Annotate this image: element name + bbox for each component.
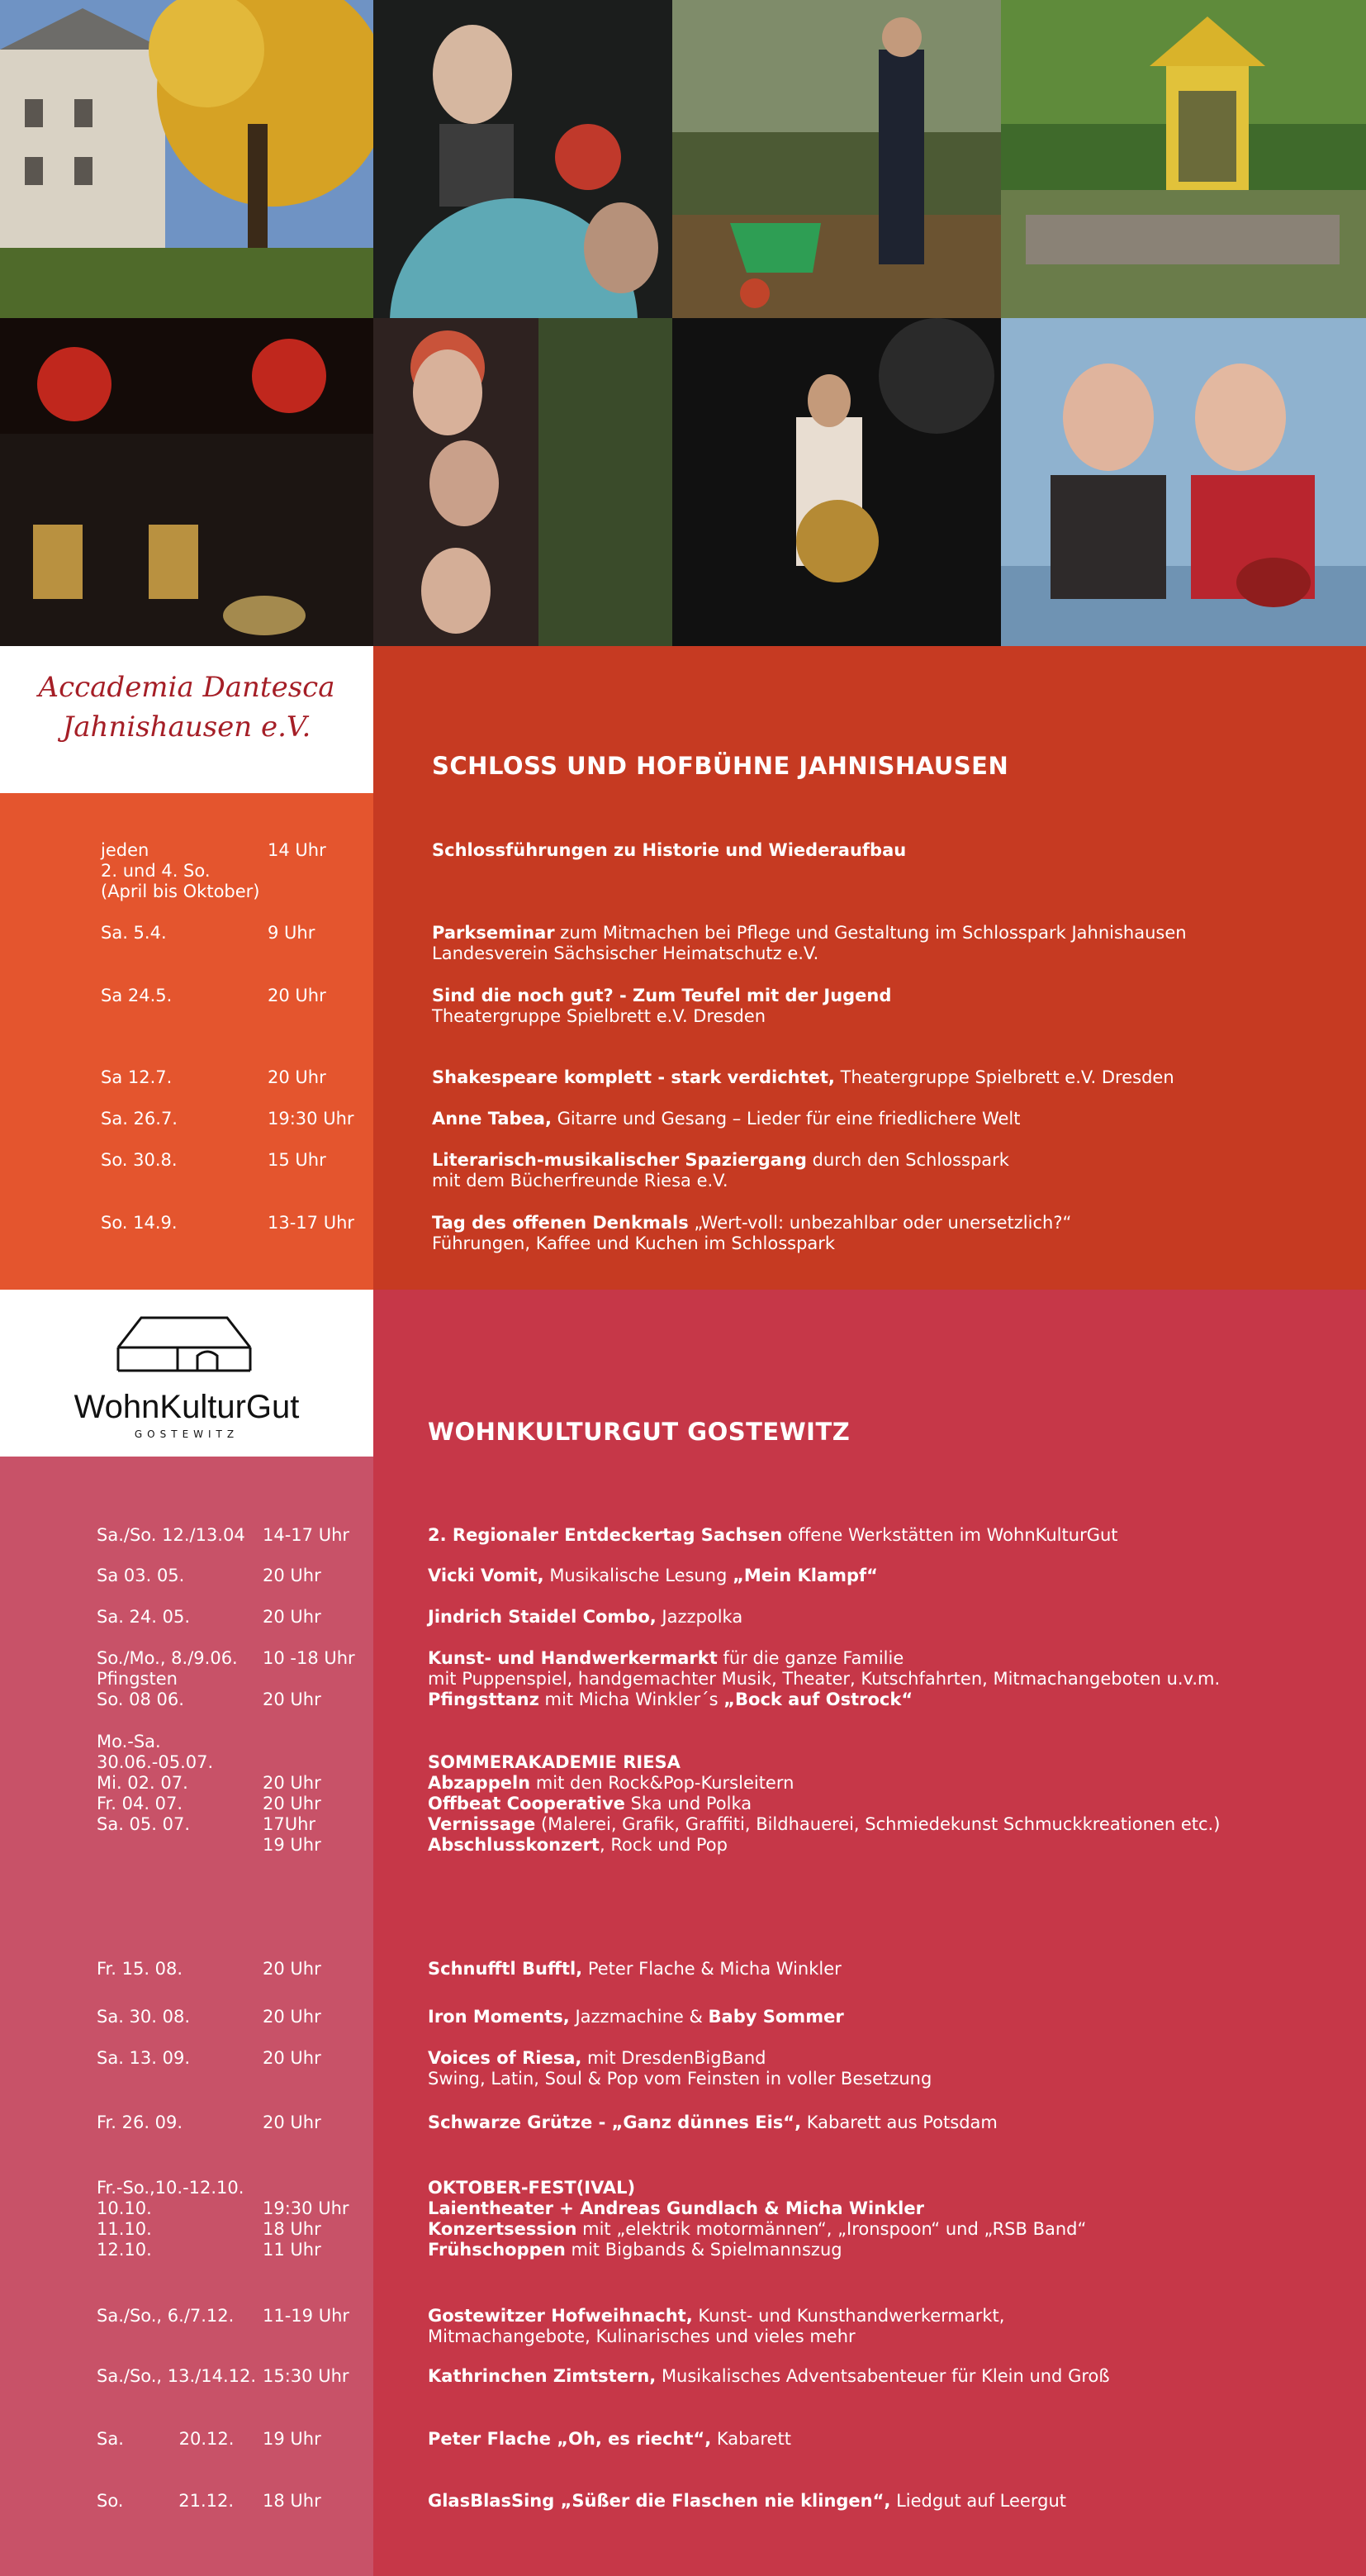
event-description: Kathrinchen Zimtstern, Musikalisches Adventsabenteuer für Klein und Groß [428,2366,1110,2386]
event-date: So. 30.8. [101,1150,178,1170]
event-time: 14 Uhr [268,840,326,860]
event-description: Literarisch-musikalischer Spaziergang durch den Schlosspark mit dem Bücherfreunde Riesa e.V. [432,1150,1009,1191]
logo1-line1: Accademia Dantesca [38,671,335,704]
photo-grid [0,0,1366,646]
event-date: Sa 12.7. [101,1067,173,1087]
event-time: 20 Uhr [263,2007,321,2027]
event-time: 19:30 Uhr [268,1109,354,1129]
event-description: Kunst- und Handwerkermarkt für die ganze Familie mit Puppenspiel, handgemachter Musik, Theater, Kutschfahrten, Mitmachangeboten u.v.m. Pfingsttanz mit Micha Winkler´s „Bock auf Ostrock“ [428,1648,1221,1709]
event-description: Peter Flache „Oh, es riecht“, Kabarett [428,2429,791,2449]
event-time: 20 Uhr [268,986,326,1005]
event-date: Sa. 26.7. [101,1109,178,1129]
event-date: Mo.-Sa. 30.06.-05.07. Mi. 02. 07. Fr. 04. 07. Sa. 05. 07. [97,1732,214,1834]
event-time: 13-17 Uhr [268,1213,355,1233]
gardener-wheelbarrow-photo [672,0,1001,318]
event-description: Sind die noch gut? - Zum Teufel mit der Jugend Theatergruppe Spielbrett e.V. Dresden [432,986,892,1026]
event-description: Voices of Riesa, mit DresdenBigBand Swing, Latin, Soul & Pop vom Feinsten in voller Besetzung [428,2048,932,2089]
event-date: Sa. 13. 09. [97,2048,191,2068]
event-time: 15:30 Uhr [263,2366,349,2386]
performer-globe-photo [373,0,672,318]
event-description: Vicki Vomit, Musikalische Lesung „Mein Klampf“ [428,1566,878,1585]
event-description: Schwarze Grütze - „Ganz dünnes Eis“, Kabarett aus Potsdam [428,2113,998,2132]
event-description: Schnufftl Bufftl, Peter Flache & Micha Winkler [428,1959,842,1979]
event-date: So./Mo., 8./9.06. Pfingsten So. 08 06. [97,1648,238,1709]
event-date: So. 21.12. [97,2491,235,2511]
event-description: Shakespeare komplett - stark verdichtet, Theatergruppe Spielbrett e.V. Dresden [432,1067,1174,1087]
event-time: 19 Uhr [263,2429,321,2449]
event-date: jeden 2. und 4. So. (April bis Oktober) [101,840,260,901]
logo2-name: WohnKulturGut [74,1389,300,1425]
event-date: Sa./So., 13./14.12. [97,2366,257,2386]
s1-content-column [373,646,1366,1290]
event-time: 20 Uhr 20 Uhr 17Uhr 19 Uhr [263,1773,321,1855]
event-date: So. 14.9. [101,1213,178,1233]
event-time: 9 Uhr [268,923,315,943]
logo2-sub: GOSTEWITZ [134,1428,240,1440]
castle-autumn-photo [0,0,373,318]
event-description: Schlossführungen zu Historie und Wiederaufbau [432,840,907,860]
event-description: Jindrich Staidel Combo, Jazzpolka [428,1607,743,1627]
section2-title: WOHNKULTURGUT GOSTEWITZ [428,1418,851,1446]
event-time: 14-17 Uhr [263,1525,350,1545]
event-time: 20 Uhr [263,1607,321,1627]
event-description: Parkseminar zum Mitmachen bei Pflege und Gestaltung im Schlosspark Jahnishausen Landesverein Sächsischer Heimatschutz e.V. [432,923,1187,963]
event-date: Sa. 20.12. [97,2429,235,2449]
section-jahnishausen [0,646,1366,1290]
farmhouse-logo-icon [116,1314,252,1374]
logo1-line2: Jahnishausen e.V. [62,711,311,744]
wohnkulturgut-logo [0,1290,373,1457]
event-description: SOMMERAKADEMIE RIESA Abzappeln mit den Rock&Pop-Kursleitern Offbeat Cooperative Ska und Polka Vernissage (Malerei, Grafik, Graffiti, Bildhauerei, Schmiedekunst Schmuckkreationen etc.) Abschlusskonzert, Rock und Pop [428,1752,1221,1855]
bigband-stage-photo [0,318,373,646]
event-description: Iron Moments, Jazzmachine & Baby Sommer [428,2007,844,2027]
event-description: GlasBlasSing „Süßer die Flaschen nie klingen“, Liedgut auf Leergut [428,2491,1066,2511]
event-time: 20 Uhr [263,1959,321,1979]
tuba-player-photo [672,318,1001,646]
guitar-duo-photo [1001,318,1366,646]
event-date: Sa./So., 6./7.12. [97,2306,235,2326]
event-description: 2. Regionaler Entdeckertag Sachsen offene Werkstätten im WohnKulturGut [428,1525,1118,1545]
event-time: 15 Uhr [268,1150,326,1170]
event-date: Fr. 15. 08. [97,1959,183,1979]
event-date: Sa 03. 05. [97,1566,185,1585]
event-date: Sa. 5.4. [101,923,167,943]
event-description: OKTOBER-FEST(IVAL) Laientheater + Andreas Gundlach & Micha Winkler Konzertsession mit „elektrik motormännen“, „Ironspoon“ und „RSB Band“ Frühschoppen mit Bigbands & Spielmannszug [428,2178,1087,2260]
event-date: Sa 24.5. [101,986,173,1005]
comedy-trio-bottles-photo [373,318,672,646]
event-time: 20 Uhr [263,2113,321,2132]
section1-title: SCHLOSS UND HOFBÜHNE JAHNISHAUSEN [432,752,1009,780]
event-time: 20 Uhr [268,1067,326,1087]
event-time: 10 -18 Uhr 20 Uhr [263,1648,355,1709]
park-pavilion-audience-photo [1001,0,1366,318]
event-description: Gostewitzer Hofweihnacht, Kunst- und Kunsthandwerkermarkt, Mitmachangebote, Kulinarisches und vieles mehr [428,2306,1005,2346]
accademia-logo [0,646,373,793]
event-time: 19:30 Uhr 18 Uhr 11 Uhr [263,2198,349,2260]
section-gostewitz [0,1290,1366,2576]
event-description: Tag des offenen Denkmals „Wert-voll: unbezahlbar oder unersetzlich?“ Führungen, Kaffee und Kuchen im Schlosspark [432,1213,1072,1253]
event-date: Sa. 24. 05. [97,1607,191,1627]
event-description: Anne Tabea, Gitarre und Gesang – Lieder für eine friedlichere Welt [432,1109,1021,1129]
event-time: 20 Uhr [263,2048,321,2068]
event-date: Fr.-So.,10.-12.10. 10.10. 11.10. 12.10. [97,2178,244,2260]
event-time: 18 Uhr [263,2491,321,2511]
event-date: Sa./So. 12./13.04 [97,1525,245,1545]
event-date: Fr. 26. 09. [97,2113,183,2132]
event-time: 11-19 Uhr [263,2306,350,2326]
event-date: Sa. 30. 08. [97,2007,191,2027]
event-time: 20 Uhr [263,1566,321,1585]
